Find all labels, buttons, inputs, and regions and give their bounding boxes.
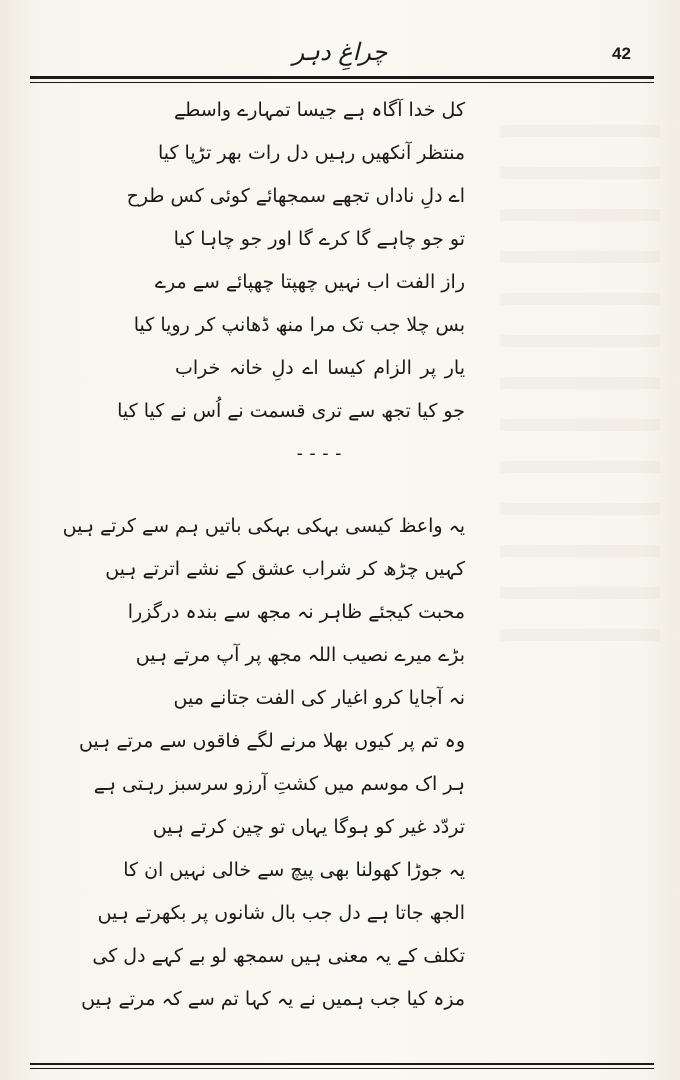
- verse-line: اے دلِ ناداں تجھے سمجھائے کوئی کس طرح: [126, 184, 465, 207]
- header-rule-thick: [30, 76, 654, 79]
- verse-line: بس چلا جب تک مرا منھ ڈھانپ کر رویا کیا: [133, 313, 465, 336]
- verse-line: یہ واعظ کیسی بہکی بہکی باتیں ہم سے کرتے ہیں: [62, 514, 465, 537]
- verse-line: جو کیا تجھ سے تری قسمت نے اُس نے کیا کیا: [117, 399, 465, 422]
- ghazal-1: [117, 88, 465, 475]
- verse-line: الجھ جاتا ہے دل جب بال شانوں پر بکھرتے ہیں: [97, 901, 465, 924]
- section-separator: ----: [294, 443, 346, 464]
- verse-line: راز الفت اب نہیں چھپتا چھپائے سے مرے: [154, 270, 465, 293]
- verse-line: محبت کیجئے ظاہر نہ مجھ سے بندہ درگزرا: [127, 600, 465, 623]
- verse-line: تو جو چاہے گا کرے گا اور جو چاہا کیا: [173, 227, 465, 250]
- verse-line: ہر اک موسم میں کشتِ آرزو سرسبز رہتی ہے: [93, 772, 465, 795]
- ghazal-2: [62, 504, 465, 1020]
- verse-line: بڑے میرے نصیب اللہ مجھ پر آپ مرتے ہیں: [135, 643, 465, 666]
- footer-rule-thin: [30, 1068, 654, 1069]
- verse-line: تکلف کے یہ معنی ہیں سمجھ لو بے کہے دل کی: [92, 944, 465, 967]
- verse-line: کہیں چڑھ کر شراب عشق کے نشے اترتے ہیں: [105, 557, 465, 580]
- verse-line: مزہ کیا جب ہمیں نے یہ کہا تم سے کہ مرتے ہیں: [81, 987, 465, 1010]
- verse-line: یہ جوڑا کھولنا بھی پیچ سے خالی نہیں ان کا: [123, 858, 465, 881]
- verse-line: یار پر الزام کیسا اے دلِ خانہ خراب: [175, 356, 465, 379]
- show-through-texture: [500, 95, 660, 655]
- verse-line: نہ آجایا کرو اغیار کی الفت جتانے میں: [173, 686, 465, 709]
- verse-line: تردّد غیر کو ہوگا یہاں تو چین کرتے ہیں: [152, 815, 465, 838]
- header-rule-thin: [30, 82, 654, 83]
- running-title: چراغِ دہر: [292, 38, 388, 66]
- verse-line: کل خدا آگاہ ہے جیسا تمہارے واسطے: [174, 98, 465, 121]
- page-header: [0, 0, 680, 90]
- footer-rule-thick: [30, 1063, 654, 1065]
- verse-line: وہ تم پر کیوں بھلا مرنے لگے فاقوں سے مرتے ہیں: [78, 729, 465, 752]
- page-number: 42: [612, 44, 631, 63]
- verse-line: منتظر آنکھیں رہیں دل رات بھر تڑپا کیا: [157, 141, 465, 164]
